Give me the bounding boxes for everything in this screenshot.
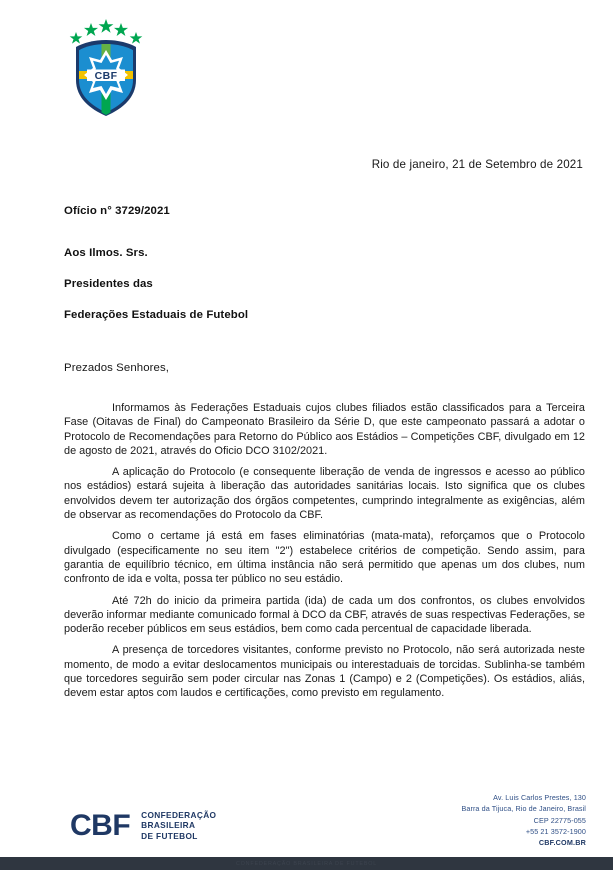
footer-bar-text: CONFEDERAÇÃO BRASILEIRA DE FUTEBOL <box>235 860 378 867</box>
footer-address-phone: +55 21 3572-1900 <box>525 826 586 836</box>
body-paragraph-5: A presença de torcedores visitantes, conforme previsto no Protocolo, não será autorizada neste momento, de modo a evitar deslocamentos municipais ou interestaduais de torcidas. Sublinha-se também que torcedores seguirão sem poder circular nas Zonas 1 (Campo) e 2 (Competições). Os estádios, aliás, devem estar aptos com laudos e certificações, como previsto em regulamento. <box>64 644 585 700</box>
addressee-line-1: Aos Ilmos. Srs. <box>64 247 148 259</box>
oficio-number: Ofício n° 3729/2021 <box>64 205 170 217</box>
footer-dark-bar <box>0 857 613 870</box>
footer-cbf-letters: CBF <box>70 808 131 842</box>
letter-body <box>64 401 585 701</box>
footer-address-street: Av. Luis Carlos Prestes, 130 <box>493 793 586 803</box>
footer-cbf-full-name <box>141 810 216 842</box>
addressee-line-3: Federações Estaduais de Futebol <box>64 309 249 321</box>
body-paragraph-3: Como o certame já está em fases eliminatórias (mata-mata), reforçamos que o Protocolo divulgado (especificamente no seu item "2") estabelece critérios de competição. Sendo assim, para garantia de equilíbrio técnico, em última instância não será permitido que apenas um dos clubes, num confronto de ida e volta, possa ter público no seu estádio. <box>64 530 585 586</box>
footer-cbf-name-line-2: BRASILEIRA <box>141 820 196 831</box>
footer-address-district: Barra da Tijuca, Rio de Janeiro, Brasil <box>461 804 586 814</box>
crest-stars-group <box>70 19 143 44</box>
footer-website[interactable]: CBF.COM.BR <box>538 837 586 847</box>
svg-text:CBF: CBF <box>94 69 118 82</box>
footer-cbf-name-line-3: DE FUTEBOL <box>141 831 198 842</box>
date-line: Rio de janeiro, 21 de Setembro de 2021 <box>371 158 583 171</box>
cbf-crest-logo <box>66 10 146 120</box>
addressee-line-2: Presidentes das <box>64 278 153 290</box>
salutation: Prezados Senhores, <box>64 362 170 374</box>
addressee-block <box>64 205 484 321</box>
crest-shield-group <box>76 40 136 116</box>
body-paragraph-4: Até 72h do inicio da primeira partida (ida) de cada um dos confrontos, os clubes envolvidos deverão informar mediante comunicado formal à DCO da CBF, através de suas respectivas Federações, se poderão receber públicos em seus estádios, bem como cada percentual de capacidade liberada. <box>64 594 585 636</box>
body-paragraph-2: A aplicação do Protocolo (e consequente liberação de venda de ingressos e acesso ao público nos estádios) estará sujeita à liberação das autoridades sanitárias locais. Isto significa que os clubes envolvidos devem ter autorização dos órgãos competentes, cumprindo integralmente as exigências, além de observar as recomendações do Protocolo da CBF. <box>64 466 585 522</box>
footer-cbf-name-line-1: CONFEDERAÇÃO <box>141 809 217 820</box>
footer-cbf-wordmark <box>70 810 216 842</box>
footer-address-postal-code: CEP 22775-055 <box>533 815 586 825</box>
body-paragraph-1: Informamos às Federações Estaduais cujos clubes filiados estão classificados para a Terceira Fase (Oitavas de Final) do Campeonato Brasileiro da Série D, que este campeonato passará a adotar o Protocolo de Recomendações para Retorno do Público aos Estádios – Competições CBF, divulgado em 12 de agosto de 2021, através do Oficio DCO 3102/2021. <box>64 402 585 457</box>
footer-address-block <box>461 792 586 848</box>
